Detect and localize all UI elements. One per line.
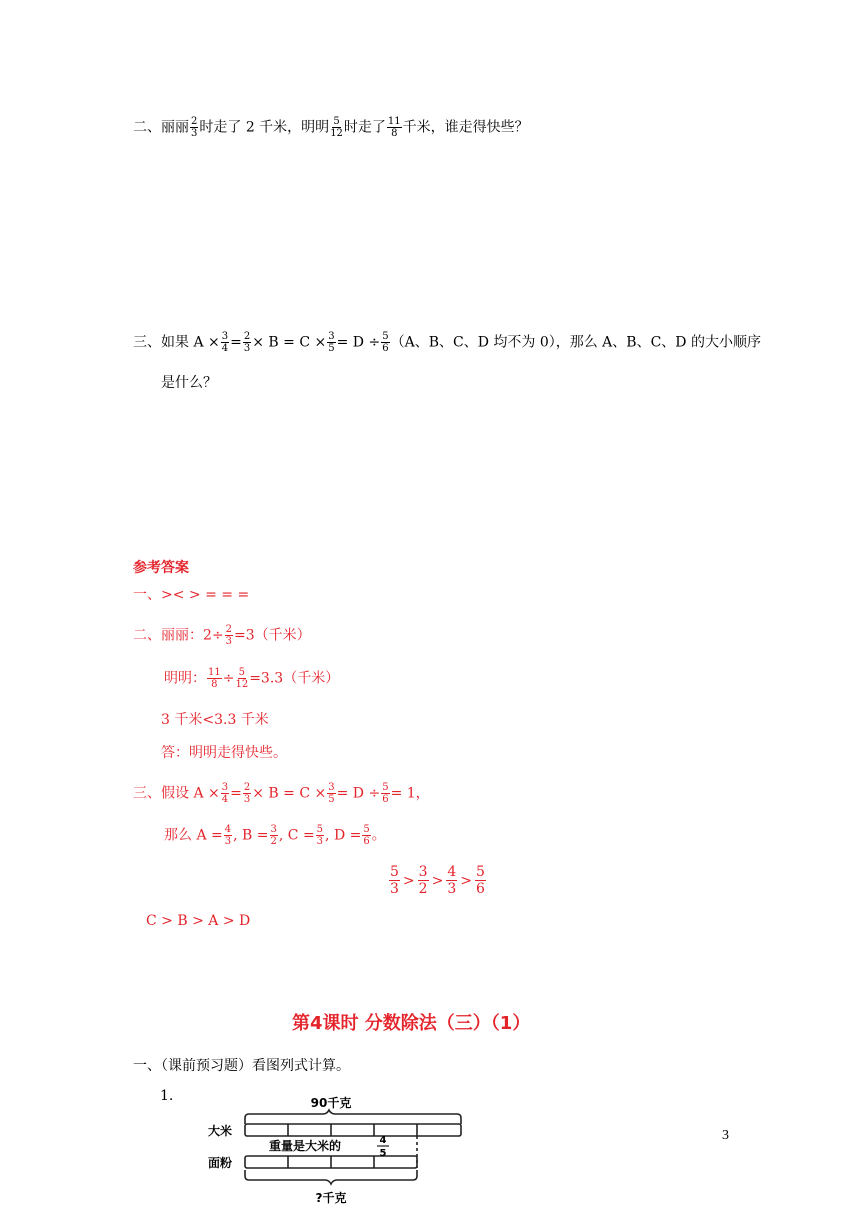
fraction: $\frac{5}{6}$: [382, 782, 389, 805]
bottom-brace: [245, 1170, 417, 1184]
fraction-comparison: [388, 864, 487, 897]
answer-1: 一、>< > = = =: [133, 587, 250, 603]
page-number: 3: [722, 1128, 729, 1143]
answer-2-conclusion: 答：明明走得快些。: [161, 745, 287, 761]
rice-label: 大米: [208, 1124, 233, 1138]
fraction: $\frac{3}{4}$: [221, 782, 229, 805]
top-label: 90千克: [310, 1096, 352, 1110]
lesson-title: 第4课时 分数除法（三）（1）: [292, 1013, 531, 1034]
answers-heading: 参考答案: [133, 560, 189, 576]
fraction: $\frac{2}{3}$: [191, 116, 198, 139]
middle-frac-num: 4: [379, 1135, 387, 1146]
fraction: $\frac{2}{3}$: [243, 782, 251, 805]
fraction: $\frac{5}{12}$: [235, 667, 249, 690]
fraction: $\frac{5}{12}$: [330, 116, 343, 139]
answer-2: 二、丽丽：2÷ $\frac{2}{3}$ =3（千米）: [133, 624, 311, 647]
comparison-fraction: $\frac{5}{3}$: [390, 864, 399, 897]
fraction: $\frac{3}{2}$: [270, 824, 277, 847]
greater-than-sign: >: [402, 872, 415, 889]
comparison-fraction: $\frac{4}{3}$: [447, 864, 457, 897]
fraction: $\frac{3}{5}$: [328, 331, 335, 354]
lesson-item-1: 1.: [160, 1088, 174, 1104]
greater-than-sign: >: [431, 872, 444, 889]
fraction: $\frac{11}{8}$: [208, 667, 221, 690]
question-3: 三、如果 A × $\frac{3}{4}$ = $\frac{2}{3}$ × B = C × $\frac{3}{5}$ = D ÷ $\frac{5}{6}$ （A、B、C、D 均不为 0），那么 A、B、C、D 的大小顺序: [133, 331, 761, 354]
middle-frac-den: 5: [379, 1148, 387, 1159]
bar-diagram: [205, 1090, 495, 1210]
fraction: $\frac{11}{8}$: [387, 116, 401, 139]
rice-bar: [245, 1124, 461, 1136]
fraction: $\frac{3}{5}$: [328, 782, 335, 805]
flour-label: 面粉: [208, 1156, 233, 1170]
bottom-label: ?千克: [315, 1191, 347, 1205]
answer-2-compare: 3 千米<3.3 千米: [161, 712, 269, 728]
fraction: $\frac{5}{3}$: [316, 824, 324, 847]
fraction: $\frac{5}{6}$: [363, 824, 370, 847]
fraction: $\frac{4}{3}$: [224, 824, 232, 847]
lesson-question-1: 一、（课前预习题）看图列式计算。: [133, 1058, 350, 1074]
question-3-line-2: 是什么？: [161, 375, 217, 391]
comparison-fraction: $\frac{5}{6}$: [475, 864, 485, 897]
fraction: $\frac{2}{3}$: [243, 331, 251, 354]
comparison-fraction: $\frac{3}{2}$: [418, 864, 428, 897]
fraction: $\frac{3}{4}$: [221, 331, 229, 354]
fraction: $\frac{5}{6}$: [382, 331, 389, 354]
question-2: 二、丽丽 $\frac{2}{3}$ 时走了 2 千米，明明 $\frac{5}{12}$ 时走了 $\frac{11}{8}$ 千米，谁走得快些？: [133, 116, 529, 139]
answer-3: 三、假设 A × $\frac{3}{4}$ = $\frac{2}{3}$ × B = C × $\frac{3}{5}$ = D ÷ $\frac{5}{6}$ = 1，: [133, 782, 430, 805]
answer-3-values: 那么 A = $\frac{4}{3}$ , B = $\frac{3}{2}$ , C = $\frac{5}{3}$ , D = $\frac{5}{6}$ 。: [164, 824, 386, 847]
greater-than-sign: >: [460, 872, 472, 889]
top-brace: [245, 1110, 461, 1124]
middle-label: 重量是大米的: [269, 1139, 342, 1153]
fraction: $\frac{2}{3}$: [225, 624, 233, 647]
answer-2-mingming: 明明： $\frac{11}{8}$ ÷ $\frac{5}{12}$ =3.3（千米）: [164, 667, 340, 690]
answer-3-order: C > B > A > D: [146, 913, 251, 929]
